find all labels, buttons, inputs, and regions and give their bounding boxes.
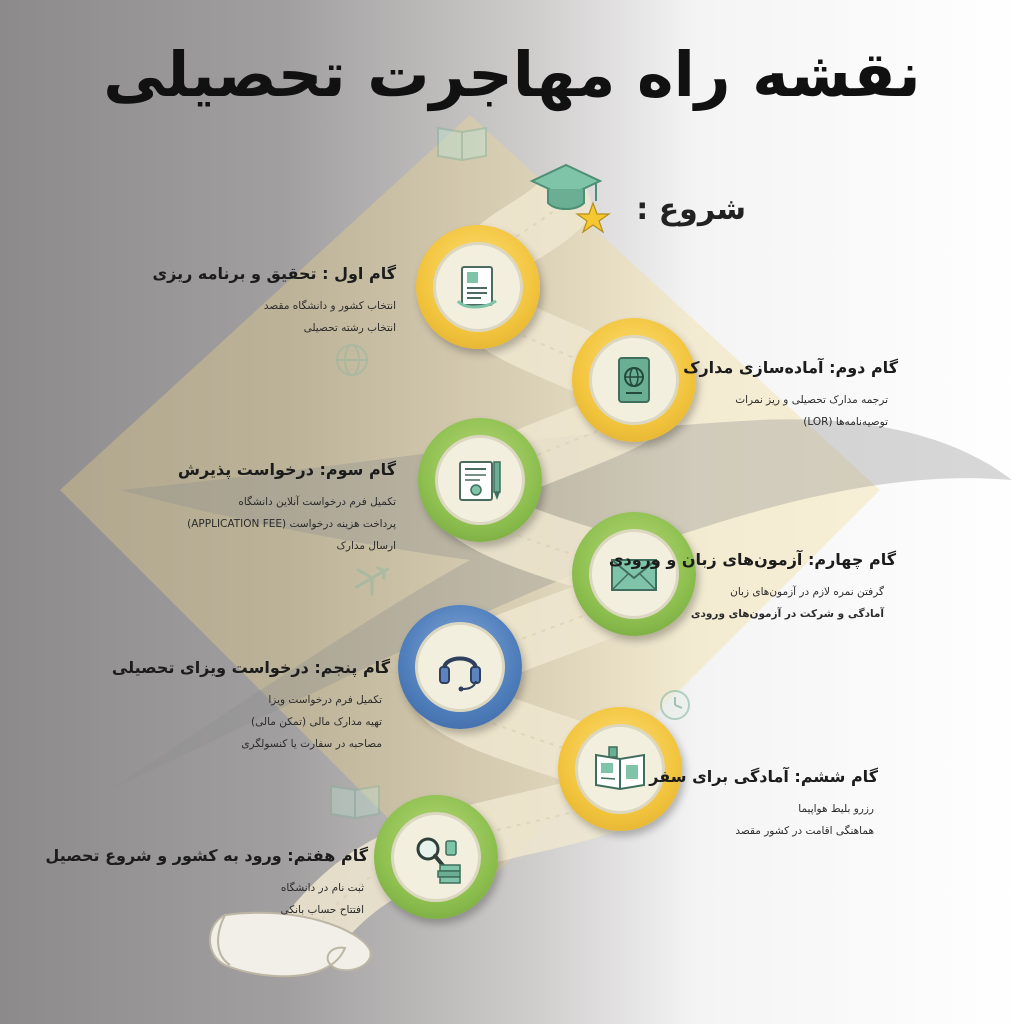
step-3-item-3: ارسال مدارک (336, 540, 396, 552)
faint-book-icon-2 (331, 786, 379, 818)
page-title: نقشه راه مهاجرت تحصیلی (103, 38, 921, 111)
step-5-item-1: تکمیل فرم درخواست ویزا (268, 694, 382, 706)
step-5-item-2: تهیه مدارک مالی (تمکن مالی) (251, 716, 382, 728)
step-2-item-1: ترجمه مدارک تحصیلی و ریز نمرات (735, 394, 888, 406)
step-5 (111, 658, 390, 755)
step-1-item-2: انتخاب رشته تحصیلی (303, 322, 396, 334)
step-3-item-2: پرداخت هزینه درخواست (APPLICATION FEE) (187, 518, 396, 530)
step-3 (160, 460, 396, 557)
books-magnifier-icon (406, 827, 466, 887)
step-4 (608, 550, 896, 625)
step-6 (649, 767, 878, 842)
step-5-circle (398, 605, 522, 729)
faint-book-icon (438, 128, 486, 160)
step-7 (45, 846, 368, 921)
document-icon (448, 257, 508, 317)
step-3-circle (418, 418, 542, 542)
step-6-item-2: هماهنگی اقامت در کشور مقصد (735, 825, 874, 837)
step-4-circle (572, 512, 696, 636)
step-5-title: گام پنجم: درخواست ویزای تحصیلی (111, 658, 390, 677)
step-7-item-1: ثبت نام در دانشگاه (280, 882, 364, 894)
certificate-icon (450, 450, 510, 510)
headset-icon (430, 637, 490, 697)
faint-clock-icon (661, 691, 689, 719)
start-label: شروع : (636, 192, 746, 227)
step-1-circle (416, 225, 540, 349)
step-3-item-1: تکمیل فرم درخواست آنلاین دانشگاه (238, 496, 396, 508)
step-6-item-1: رزرو بلیط هواپیما (798, 803, 874, 815)
passport-icon (604, 350, 664, 410)
step-7-item-2: افتتاح حساب بانکی (280, 904, 364, 916)
step-5-item-3: مصاحبه در سفارت یا کنسولگری (241, 738, 382, 750)
step-2 (683, 358, 898, 433)
step-2-title: گام دوم: آماده‌سازی مدارک (683, 358, 898, 377)
step-7-circle (374, 795, 498, 919)
step-1-item-1: انتخاب کشور و دانشگاه مقصد (263, 300, 396, 312)
step-7-title: گام هفتم: ورود به کشور و شروع تحصیل (45, 846, 368, 865)
step-4-item-1: گرفتن نمره لازم در آزمون‌های زبان (730, 586, 884, 598)
step-3-title: گام سوم: درخواست پذیرش (177, 460, 396, 479)
step-1 (150, 264, 396, 339)
step-1-title: گام اول : تحقیق و برنامه ریزی (152, 264, 396, 283)
open-book-icon (590, 739, 650, 799)
step-2-circle (572, 318, 696, 442)
step-4-item-2: آمادگی و شرکت در آزمون‌های ورودی (690, 608, 884, 620)
step-2-item-2: توصیه‌نامه‌ها (LOR) (803, 416, 888, 428)
step-4-title: گام چهارم: آزمون‌های زبان و ورودی (608, 550, 896, 569)
step-6-title: گام ششم: آمادگی برای سفر (649, 767, 878, 786)
